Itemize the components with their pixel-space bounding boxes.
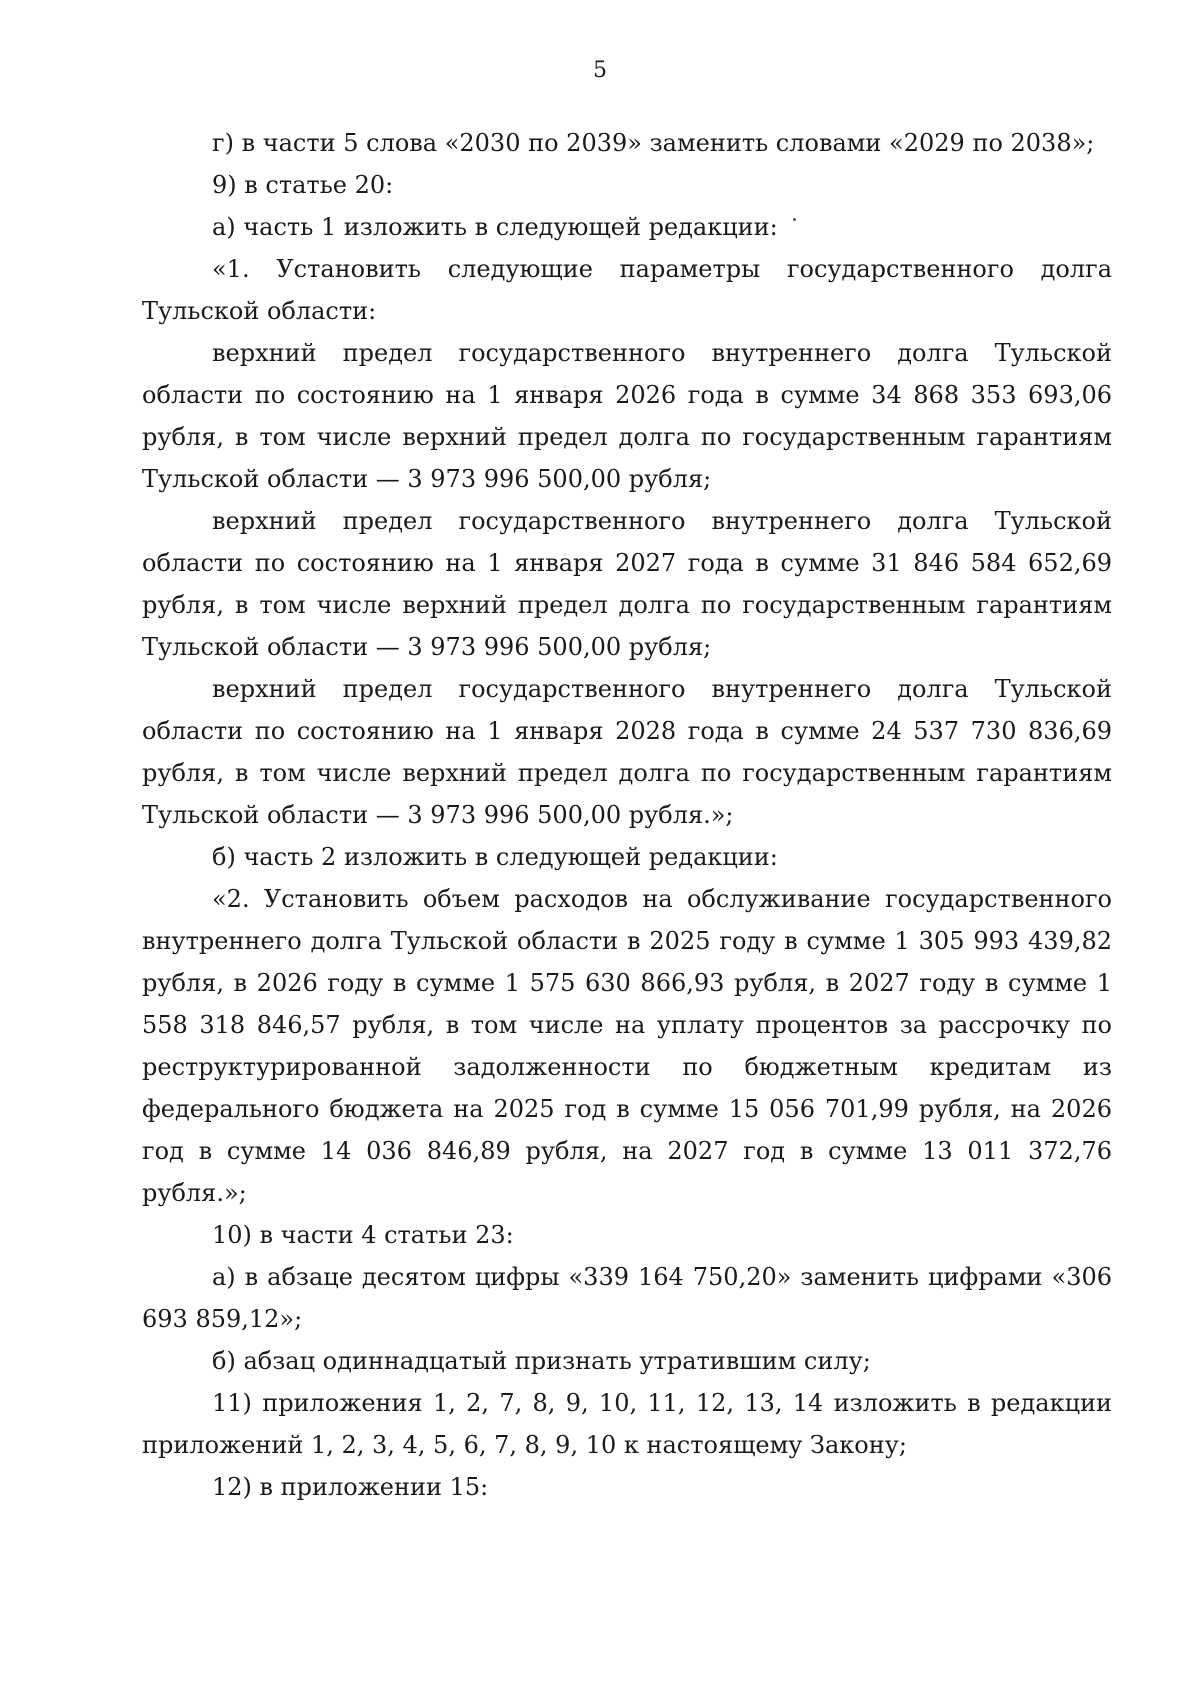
paragraph-item-9: 9) в статье 20: [212,171,394,199]
document-body [142,122,1112,1508]
paragraph-part-1-intro: «1. Установить следующие параметры государственного долга Тульской области: [142,255,1112,325]
paragraph-debt-limit-2026: верхний предел государственного внутреннего долга Тульской области по состоянию на 1 января 2026 года в сумме 34 868 353 693,06 рубля, в том числе верхний предел долга по государственным гарантиям Тульской области — 3 973 996 500,00 рубля; [142,339,1112,493]
paragraph-subitem-a: а) часть 1 изложить в следующей редакции: [212,213,778,241]
paragraph-item-12: 12) в приложении 15: [212,1473,489,1501]
paragraph-item-10-a: а) в абзаце десятом цифры «339 164 750,20» заменить цифрами «306 693 859,12»; [142,1263,1112,1333]
paragraph-item-10: 10) в части 4 статьи 23: [212,1221,514,1249]
paragraph-amendment-g: г) в части 5 слова «2030 по 2039» заменить словами «2029 по 2038»; [212,129,1095,157]
paragraph-debt-limit-2028: верхний предел государственного внутреннего долга Тульской области по состоянию на 1 января 2028 года в сумме 24 537 730 836,69 рубля, в том числе верхний предел долга по государственным гарантиям Тульской области — 3 973 996 500,00 рубля.»; [142,675,1112,829]
page-number: 5 [593,58,607,83]
paragraph-part-2-expenses: «2. Установить объем расходов на обслуживание государственного внутреннего долга Тульской области в 2025 году в сумме 1 305 993 439,82 рубля, в 2026 году в сумме 1 575 630 866,93 рубля, в 2027 году в сумме 1 558 318 846,57 рубля, в том числе на уплату процентов за рассрочку по реструктурированной задолженности по бюджетным кредитам из федерального бюджета на 2025 год в сумме 15 056 701,99 рубля, на 2026 год в сумме 14 036 846,89 рубля, на 2027 год в сумме 13 011 372,76 рубля.»; [142,885,1112,1207]
paragraph-subitem-b: б) часть 2 изложить в следующей редакции: [212,843,778,871]
paragraph-item-11: 11) приложения 1, 2, 7, 8, 9, 10, 11, 12, 13, 14 изложить в редакции приложений 1, 2, 3, 4, 5, 6, 7, 8, 9, 10 к настоящему Закону; [142,1389,1112,1459]
paragraph-item-10-b: б) абзац одиннадцатый признать утратившим силу; [212,1347,871,1375]
paragraph-debt-limit-2027: верхний предел государственного внутреннего долга Тульской области по состоянию на 1 января 2027 года в сумме 31 846 584 652,69 рубля, в том числе верхний предел долга по государственным гарантиям Тульской области — 3 973 996 500,00 рубля; [142,507,1112,661]
